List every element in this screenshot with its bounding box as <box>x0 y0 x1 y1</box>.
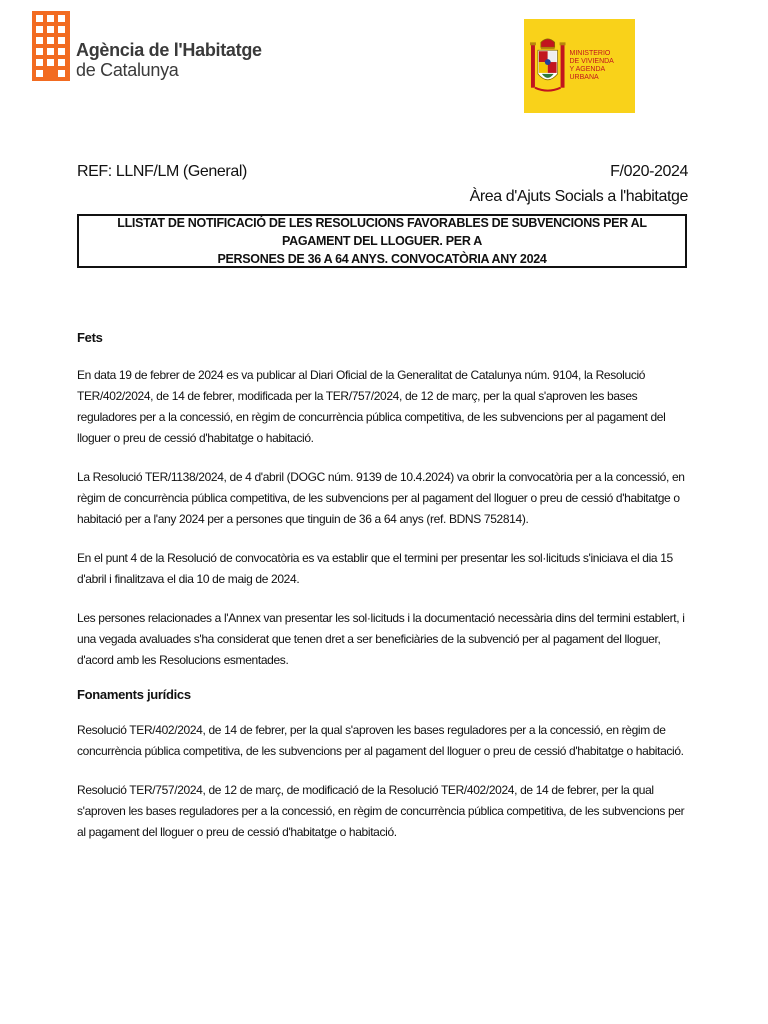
paragraph-fets-4: Les persones relacionades a l'Annex van presentar les sol·licituds i la documentació necessària dins del termini establert, i una vegada avaluades s'ha considerat que tenen dret a ser beneficiàries de la subvenció per al pagament del lloguer, d'acord amb les Resolucions esmentades. <box>77 611 685 667</box>
paragraph-fets-3: En el punt 4 de la Resolució de convocatòria es va establir que el termini per presentar les sol·licituds s'iniciava el dia 15 d'abril i finalitzava el dia 10 de maig de 2024. <box>77 551 673 586</box>
reference-code: REF: LLNF/LM (General) <box>77 163 247 180</box>
title-line-2: PERSONES DE 36 A 64 ANYS. CONVOCATÒRIA ANY 2024 <box>217 252 547 266</box>
agency-name: Agència de l'Habitatge <box>76 40 262 60</box>
ministry-line-3: Y AGENDA URBANA <box>569 66 605 81</box>
agency-sub: de Catalunya <box>76 60 179 80</box>
paragraph-fets-2: La Resolució TER/1138/2024, de 4 d'abril (DOGC núm. 9139 de 10.4.2024) va obrir la convocatòria per a la concessió, en règim de concurrència pública competitiva, de les subvencions per al pagament del lloguer o preu de cessió d'habitatge o habitació per a l'any 2024 per a persones que tinguin de 36 a 64 anys (ref. BDNS 752814). <box>77 470 685 526</box>
section-heading-fets: Fets <box>77 330 103 345</box>
paragraph-fets-1: En data 19 de febrer de 2024 es va publicar al Diari Oficial de la Generalitat de Catalunya núm. 9104, la Resolució TER/402/2024, de 14 de febrer, modificada per la TER/757/2024, de 12 de març, per la qual s'aproven les bases reguladores per a la concessió, en règim de concurrència pública competitiva, de les subvencions per al pagament del lloguer o preu de cessió d'habitatge o habitació. <box>77 368 666 445</box>
agency-logo <box>32 11 262 81</box>
form-code: F/020-2024 <box>610 163 688 180</box>
paragraph-fonaments-1: Resolució TER/402/2024, de 14 de febrer, per la qual s'aproven les bases reguladores per a la concessió, en règim de concurrència pública competitiva, de les subvencions per al pagament del lloguer o preu de cessió d'habitatge o habitació. <box>77 723 684 758</box>
agency-logo-mark <box>32 11 70 81</box>
title-line-1: LLISTAT DE NOTIFICACIÓ DE LES RESOLUCIONS FAVORABLES DE SUBVENCIONS PER AL PAGAMENT DEL LLOGUER. PER A <box>117 216 647 248</box>
document-body <box>77 330 689 843</box>
ministry-logo <box>524 19 635 113</box>
paragraph-fonaments-2: Resolució TER/757/2024, de 12 de març, de modificació de la Resolució TER/402/2024, de 14 de febrer, per la qual s'aproven les bases reguladores per a la concessió, en règim de concurrència pública competitiva, de les subvencions per al pagament del lloguer o preu de cessió d'habitatge o habitació. <box>77 783 685 839</box>
ministry-line-1: MINISTERIO <box>569 50 611 57</box>
department-area: Àrea d'Ajuts Socials a l'habitatge <box>469 188 688 205</box>
document-title <box>90 214 675 268</box>
ministry-line-2: DE VIVIENDA <box>569 58 614 65</box>
coat-of-arms-icon <box>530 36 566 96</box>
section-heading-fonaments: Fonaments jurídics <box>77 687 191 702</box>
document-title-box <box>77 214 687 268</box>
